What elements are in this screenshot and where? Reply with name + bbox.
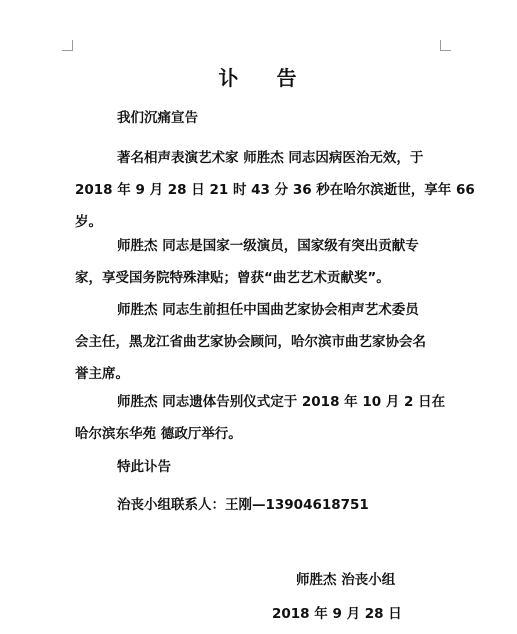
greeting: 我们沉痛宣告: [117, 110, 198, 126]
paragraph-line: 师胜杰 同志遗体告别仪式定于 2018 年 10 月 2 日在: [117, 394, 446, 410]
paragraph-honors: [75, 230, 445, 294]
closing-line: 特此讣告: [117, 459, 171, 475]
crop-mark-top-right: [440, 40, 451, 51]
title-char-1: 讣: [218, 66, 241, 90]
paragraph-line: 2018 年 9 月 28 日 21 时 43 分 36 秒在哈尔滨逝世，享年 66: [75, 182, 475, 198]
paragraph-line: 岁。: [75, 214, 102, 230]
paragraph-line: 誉主席。: [75, 366, 129, 382]
title-char-2: 告: [276, 66, 299, 90]
paragraph-line: 哈尔滨东华苑 德政厅举行。: [75, 426, 242, 442]
paragraph-positions: [75, 294, 445, 390]
signature-organization: 师胜杰 治丧小组: [296, 572, 396, 588]
document-title: [0, 62, 517, 91]
crop-mark-top-left: [62, 40, 73, 51]
paragraph-line: 会主任，黑龙江省曲艺家协会顾问，哈尔滨市曲艺家协会名: [75, 334, 426, 350]
paragraph-ceremony: [75, 386, 445, 450]
paragraph-line: 师胜杰 同志生前担任中国曲艺家协会相声艺术委员: [117, 302, 419, 318]
paragraph-line: 师胜杰 同志是国家一级演员，国家级有突出贡献专: [117, 238, 419, 254]
paragraph-announcement: [75, 142, 475, 238]
signature-date: 2018 年 9 月 28 日: [272, 606, 402, 622]
contact-line: 治丧小组联系人：王刚—13904618751: [117, 497, 369, 513]
paragraph-line: 家，享受国务院特殊津贴；曾获“曲艺艺术贡献奖”。: [75, 270, 390, 286]
paragraph-line: 著名相声表演艺术家 师胜杰 同志因病医治无效，于: [117, 150, 424, 166]
